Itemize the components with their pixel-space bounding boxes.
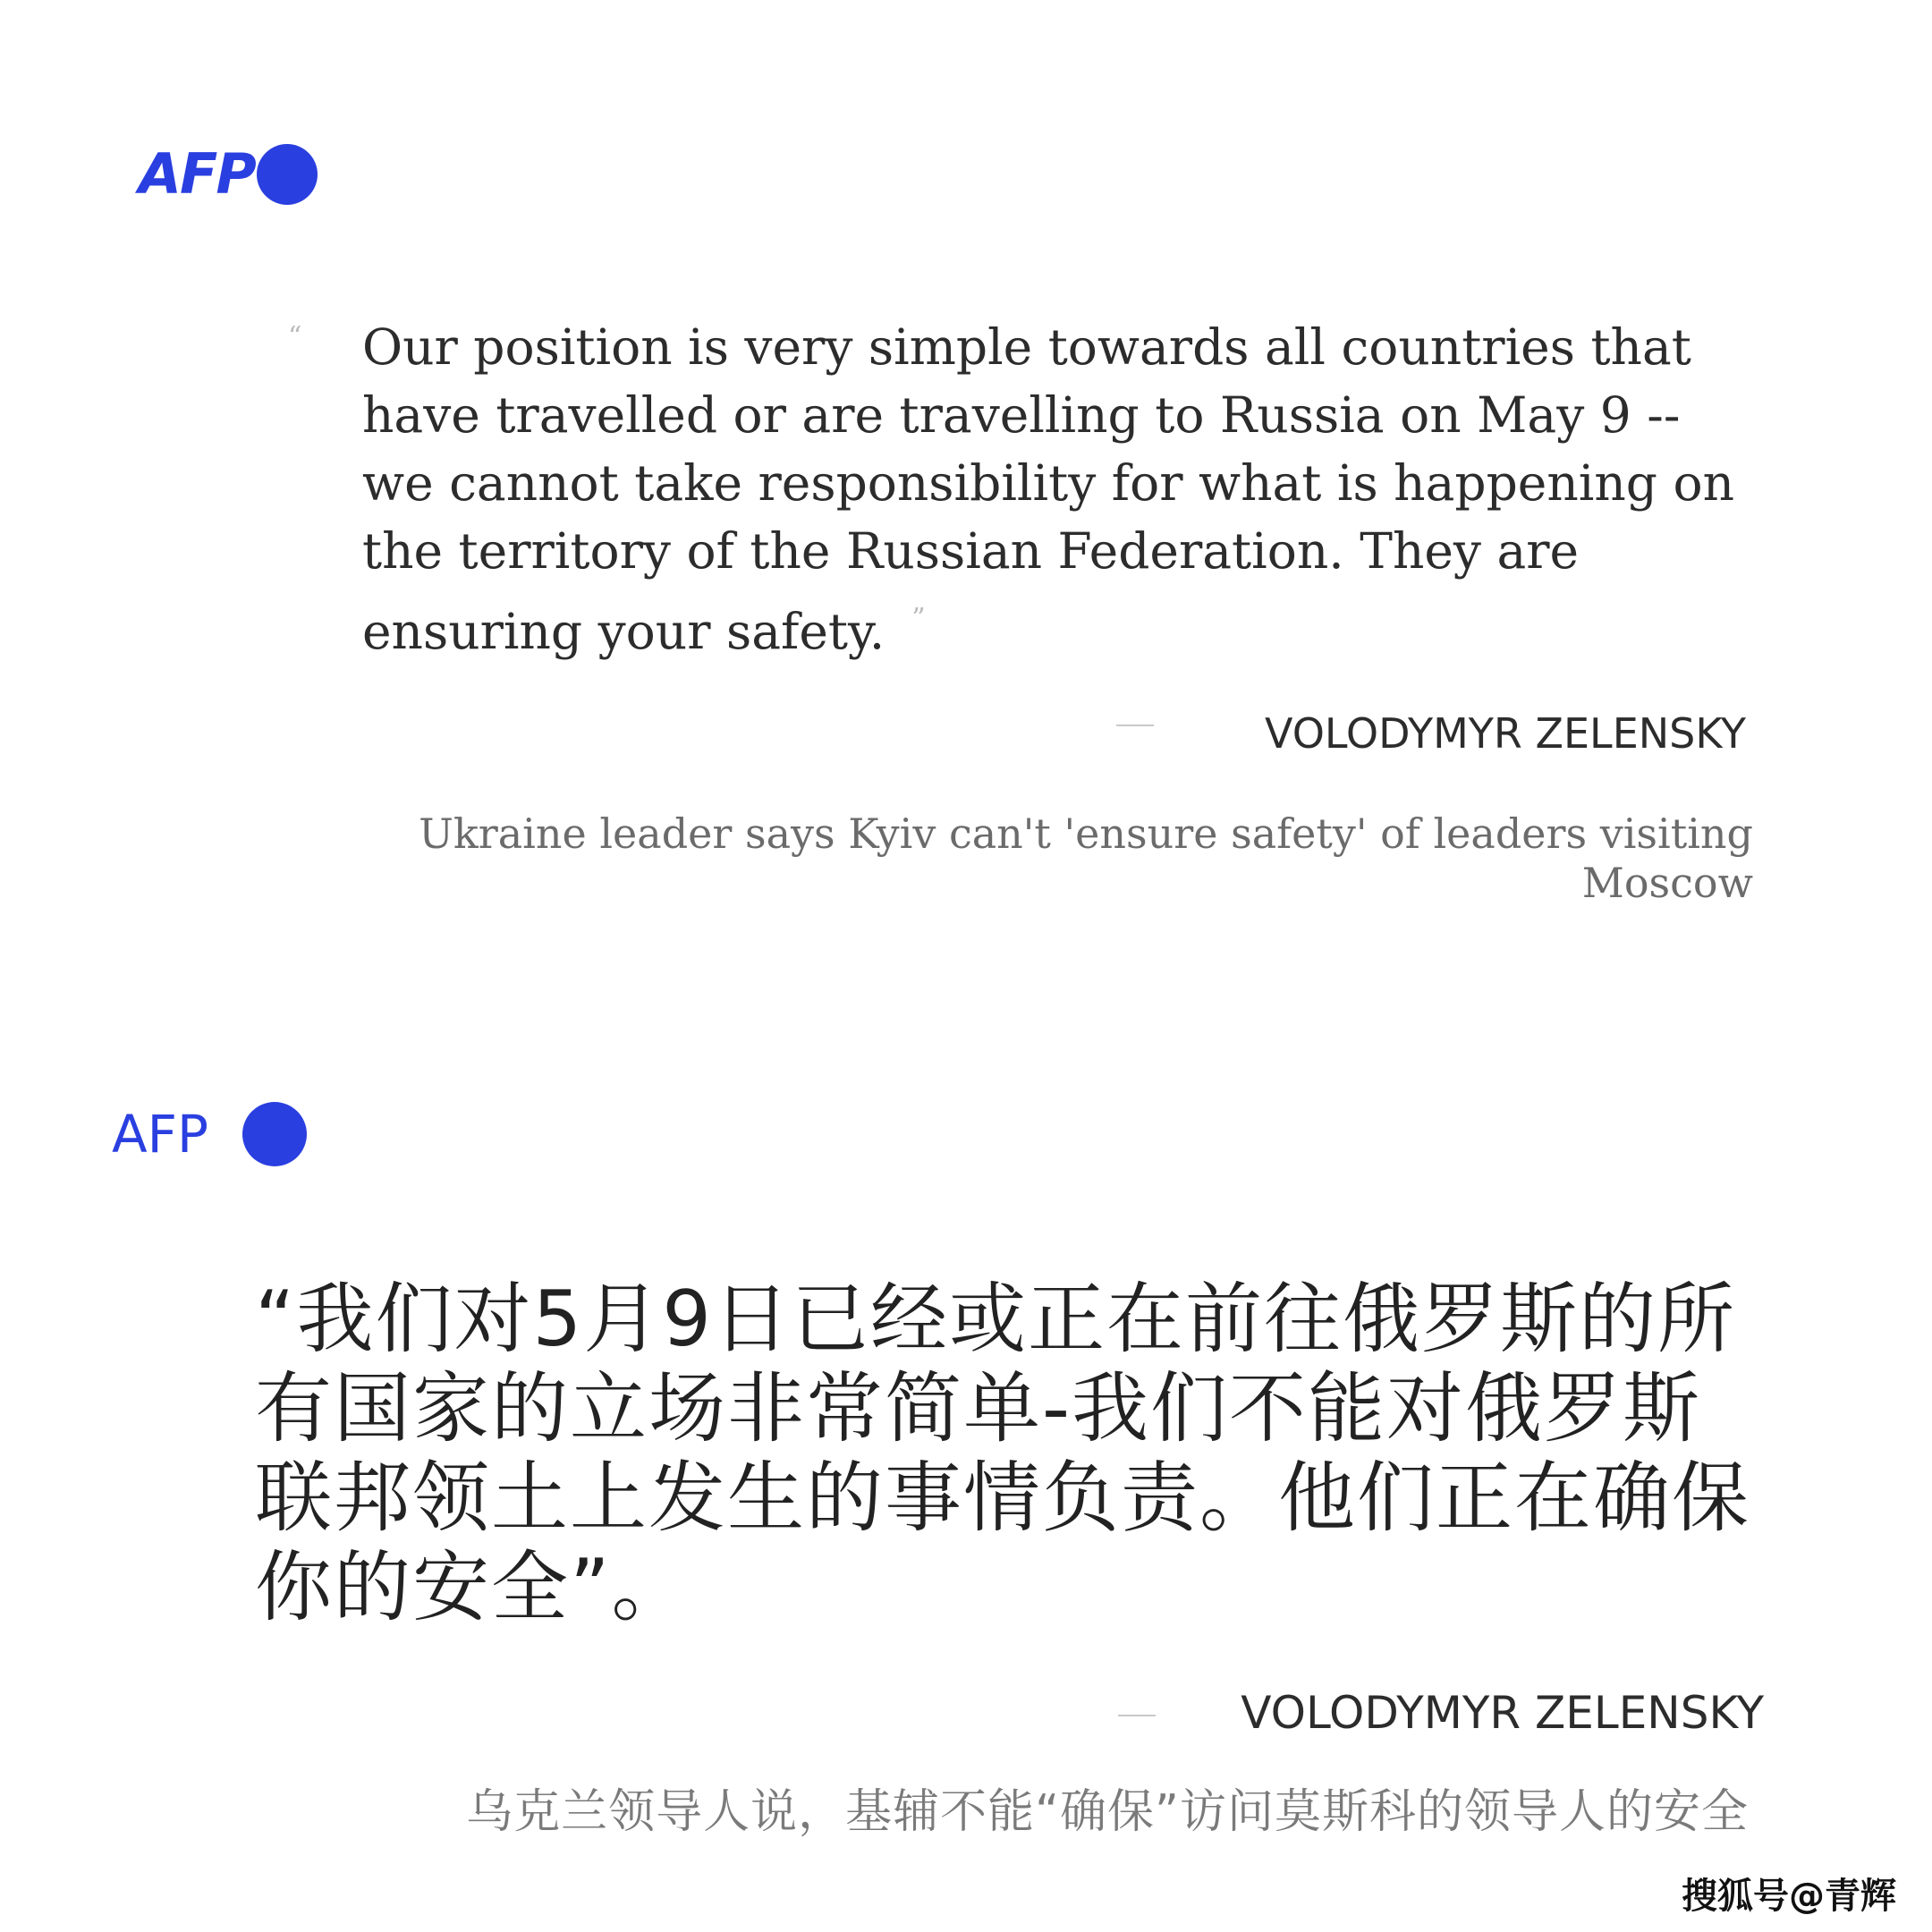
quote-text-chinese: “我们对5月9日已经或正在前往俄罗斯的所有国家的立场非常简单-我们不能对俄罗斯联邦领土上发生的事情负责。他们正在确保你的安全”。 (255, 1275, 1750, 1632)
afp-blue-dot-icon (242, 1102, 307, 1166)
quote-body-english: Our position is very simple towards all countries that have travelled or are travelling to Russia on May 9 -- we cannot take responsibility for what is happening on the territory of the Russian Federation. They are ensuring your safety. (362, 318, 1735, 660)
close-quote-mark: ” (911, 603, 926, 634)
afp-logo-text: AFP (112, 1104, 209, 1165)
open-quote-mark: “ (288, 321, 302, 352)
author-name-bottom: VOLODYMYR ZELENSKY (1241, 1687, 1764, 1739)
author-name-top: VOLODYMYR ZELENSKY (1265, 709, 1746, 758)
attribution-dash-top (1116, 724, 1154, 726)
sohu-watermark: 搜狐号@青辉 (1682, 1876, 1896, 1917)
headline-caption-english: Ukraine leader says Kyiv can't 'ensure safety' of leaders visiting Moscow (419, 809, 1753, 908)
afp-blue-dot-icon (257, 144, 318, 205)
afp-logo-top (139, 143, 318, 206)
afp-logo-bottom (112, 1098, 307, 1170)
headline-caption-chinese: 乌克兰领导人说，基辅不能“确保”访问莫斯科的领导人的安全 (466, 1785, 1749, 1839)
afp-logo-text: AFP (139, 141, 255, 207)
attribution-dash-bottom (1118, 1715, 1156, 1716)
quote-text-english (362, 313, 1758, 665)
